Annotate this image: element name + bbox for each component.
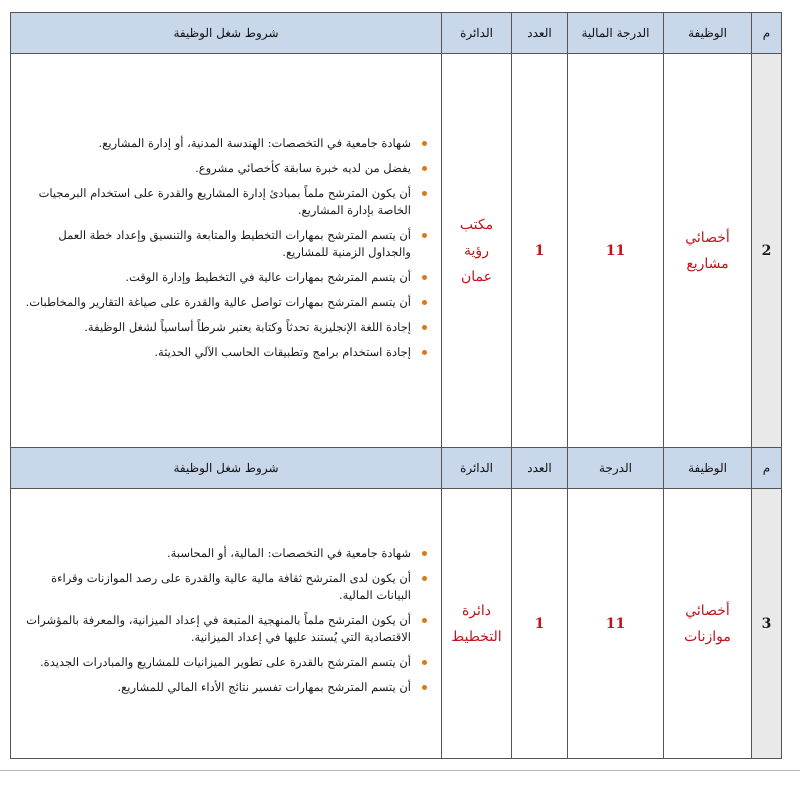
table2-header-row: [11, 448, 782, 489]
header-count: العدد: [512, 13, 568, 54]
job-grade: 11: [568, 54, 664, 448]
header-conditions: شروط شغل الوظيفة: [11, 13, 442, 54]
list-item: أن يتسم المترشح بالقدرة على تطوير الميزانيات للمشاريع والمبادرات الجديدة.: [21, 654, 427, 671]
list-item: إجادة استخدام برامج وتطبيقات الحاسب الآلي الحديثة.: [21, 344, 427, 361]
job-department: [442, 54, 512, 448]
table-row: [11, 489, 782, 759]
list-item: أن يكون لدى المترشح ثقافة مالية عالية والقدرة على رصد الموازنات وقراءة البيانات المالية.: [21, 570, 427, 604]
list-item: أن يتسم المترشح بمهارات عالية في التخطيط وإدارة الوقت.: [21, 269, 427, 286]
list-item: شهادة جامعية في التخصصات: الهندسة المدنية، أو إدارة المشاريع.: [21, 135, 427, 152]
header-dept: الدائرة: [442, 448, 512, 489]
conditions-list: [11, 537, 441, 710]
job-department: [442, 489, 512, 759]
list-item: إجادة اللغة الإنجليزية تحدثاً وكتابة يعتبر شرطاً أساسياً لشغل الوظيفة.: [21, 319, 427, 336]
list-item: أن يتسم المترشح بمهارات تواصل عالية والقدرة على صياغة التقارير والمخاطبات.: [21, 294, 427, 311]
dept-line: رؤية: [464, 242, 489, 259]
job-conditions: [11, 54, 442, 448]
list-item: أن يكون المترشح ملماً بالمنهجية المتبعة في إعداد الميزانية، والمعرفة بالمؤشرات الاقتصادية التي يُستند عليها في إعداد الميزانية.: [21, 612, 427, 646]
job-count: 1: [512, 54, 568, 448]
job-title: أخصائي موازنات: [664, 489, 752, 759]
dept-line: عمان: [461, 268, 492, 285]
conditions-list: [11, 127, 441, 375]
row-num: 3: [752, 489, 782, 759]
jobs-table: [10, 12, 782, 759]
header-grade: الدرجة المالية: [568, 13, 664, 54]
page-divider: [0, 770, 800, 771]
table1-header-row: [11, 13, 782, 54]
list-item: شهادة جامعية في التخصصات: المالية، أو المحاسبة.: [21, 545, 427, 562]
header-num: م: [752, 13, 782, 54]
table-row: [11, 54, 782, 448]
list-item: أن يتسم المترشح بمهارات التخطيط والمتابعة والتنسيق وإعداد خطة العمل والجداول الزمنية للمشاريع.: [21, 227, 427, 261]
header-count: العدد: [512, 448, 568, 489]
header-dept: الدائرة: [442, 13, 512, 54]
header-num: م: [752, 448, 782, 489]
dept-line: دائرة: [461, 602, 492, 619]
dept-line: التخطيط: [451, 628, 502, 645]
list-item: يفضل من لديه خبرة سابقة كأخصائي مشروع.: [21, 160, 427, 177]
header-job: الوظيفة: [664, 448, 752, 489]
header-conditions: شروط شغل الوظيفة: [11, 448, 442, 489]
job-count: 1: [512, 489, 568, 759]
list-item: أن يكون المترشح ملماً بمبادئ إدارة المشاريع والقدرة على استخدام البرمجيات الخاصة بإدارة المشاريع.: [21, 185, 427, 219]
header-grade: الدرجة: [568, 448, 664, 489]
row-num: 2: [752, 54, 782, 448]
header-job: الوظيفة: [664, 13, 752, 54]
list-item: أن يتسم المترشح بمهارات تفسير نتائج الأداء المالي للمشاريع.: [21, 679, 427, 696]
job-conditions: [11, 489, 442, 759]
job-title: أخصائي مشاريع: [664, 54, 752, 448]
dept-line: مكتب: [459, 216, 494, 233]
job-grade: 11: [568, 489, 664, 759]
